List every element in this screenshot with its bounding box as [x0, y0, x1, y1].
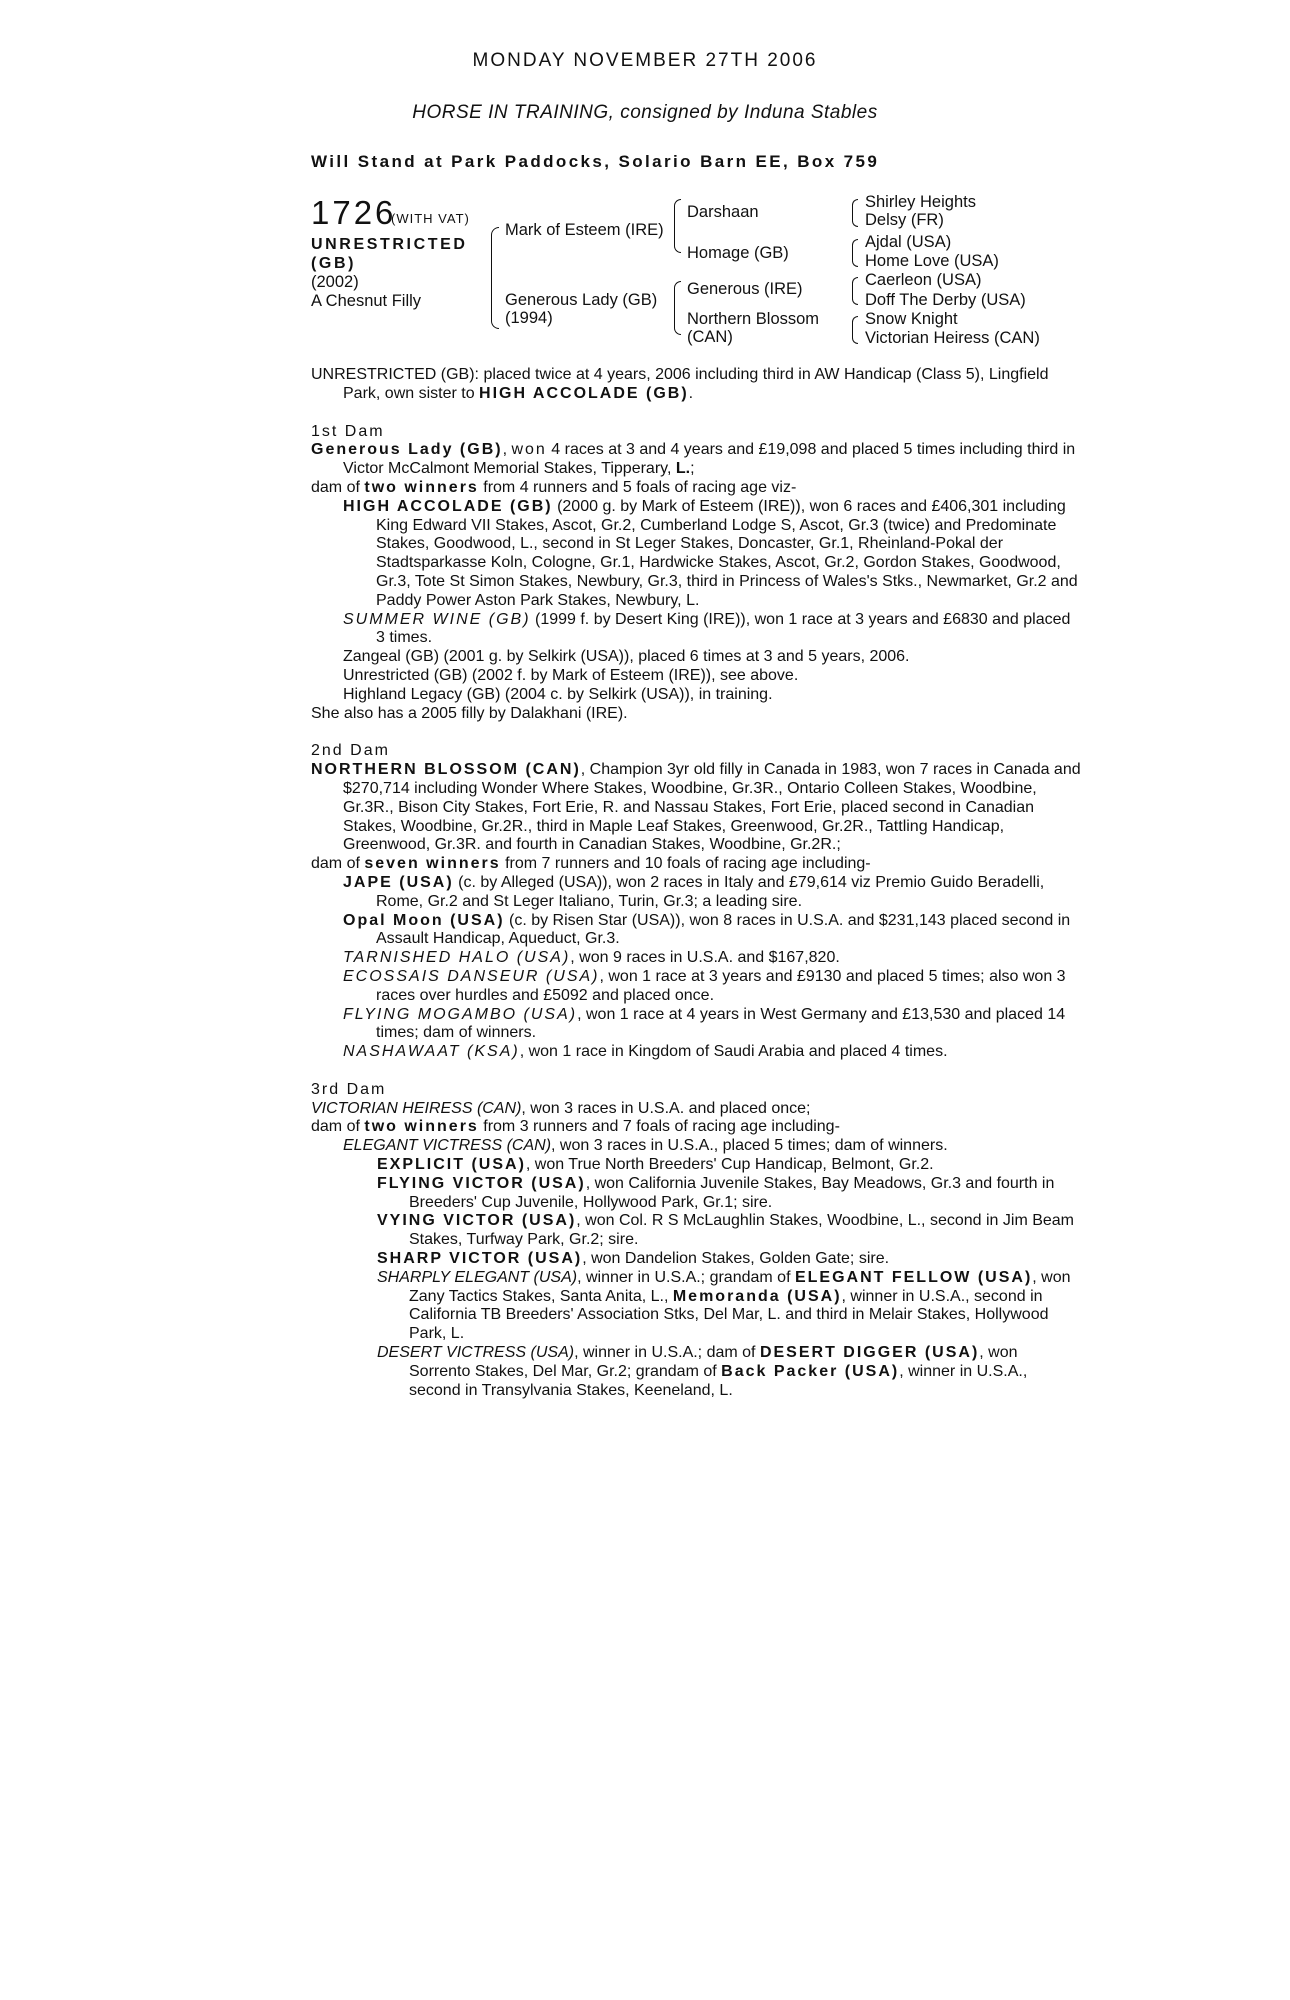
- great-grandparent: Shirley Heights: [865, 193, 976, 211]
- produce-pre: dam of: [311, 478, 365, 496]
- great-grandparent: Ajdal (USA): [865, 233, 952, 251]
- horse-name-country: (GB): [311, 255, 357, 272]
- first-dam-grade: L.: [675, 460, 691, 478]
- third-dam-name: VICTORIAN HEIRESS (CAN): [311, 1099, 522, 1117]
- great-grandparent: Doff The Derby (USA): [865, 291, 1026, 309]
- pedigree-bracket: [852, 199, 858, 227]
- produce-text: , winner in U.S.A., second in California TB Breeders' Association Stks, Del Mar, L. and third in Melair Stakes, Hollywood Park, L.: [409, 1287, 1049, 1343]
- third-dam-produce: [311, 1118, 1081, 1137]
- first-dam-text: 4 races at 3 and 4 years and £19,098 and placed 5 times including third in Victor McCalmont Memorial Stakes, Tipperary,: [343, 441, 1076, 478]
- produce-name: Opal Moon (USA): [343, 911, 505, 929]
- dam: Generous Lady (GB): [505, 291, 658, 309]
- sale-date: MONDAY NOVEMBER 27TH 2006: [472, 50, 818, 71]
- produce-text: , won Sorrento Stakes, Del Mar, Gr.2; grandam of: [409, 1344, 1018, 1380]
- great-grandparent: Home Love (USA): [865, 252, 999, 270]
- produce-entry: [311, 1043, 1081, 1062]
- second-dam-name: NORTHERN BLOSSOM (CAN): [311, 761, 581, 779]
- horse-description: A Chesnut Filly: [311, 292, 422, 310]
- produce-pre: dam of: [311, 1118, 365, 1136]
- grand-produce-entry: [311, 1344, 1081, 1400]
- produce-name: FLYING VICTOR (USA): [377, 1174, 586, 1192]
- produce-entry: [311, 1006, 1081, 1044]
- third-dam-text: , won 3 races in U.S.A. and placed once;: [521, 1099, 811, 1117]
- horse-year: (2002): [311, 273, 359, 291]
- great-grandparent: Caerleon (USA): [865, 271, 982, 289]
- lot-number: 1726: [311, 194, 397, 231]
- produce-name: JAPE (USA): [343, 873, 454, 891]
- produce-text: , winner in U.S.A., second in Transylvania Stakes, Keeneland, L.: [409, 1362, 1028, 1399]
- produce-note: She also has a 2005 filly by Dalakhani (IRE).: [311, 704, 628, 722]
- produce-name: EXPLICIT (USA): [377, 1156, 526, 1174]
- third-dam-record: [311, 1100, 1081, 1119]
- produce-name: ELEGANT FELLOW (USA): [794, 1268, 1033, 1286]
- produce-winners: seven winners: [364, 855, 501, 873]
- great-grandparent: Snow Knight: [865, 310, 958, 328]
- first-dam-heading: 1st Dam: [311, 422, 385, 440]
- produce-entry: Highland Legacy (GB) (2004 c. by Selkirk (USA)), in training.: [343, 685, 773, 703]
- produce-name: VYING VICTOR (USA): [377, 1212, 577, 1230]
- grand-produce-entry: [311, 1212, 1081, 1250]
- first-dam-record: Generous Lady (GB), won 4 races at 3 and 4 years and £19,098 and placed 5 times including third in Victor McCalmont Memorial Stakes, Tipperary, L.;: [311, 441, 1076, 478]
- produce-name: SHARP VICTOR (USA): [377, 1250, 583, 1268]
- consignment-line: HORSE IN TRAINING, consigned by Induna Stables: [412, 102, 878, 123]
- pedigree-bracket: [852, 239, 858, 267]
- produce-text: , won 9 races in U.S.A. and $167,820.: [570, 949, 840, 967]
- produce-name: DESERT DIGGER (USA): [759, 1344, 980, 1362]
- great-grandparent: Victorian Heiress (CAN): [865, 329, 1040, 347]
- produce-name: ELEGANT VICTRESS (CAN): [343, 1137, 552, 1155]
- produce-entry: Zangeal (GB) (2001 g. by Selkirk (USA)), placed 6 times at 3 and 5 years, 2006.: [343, 648, 910, 666]
- second-dam-produce: [311, 855, 1081, 874]
- dam-dam: Northern Blossom: [687, 310, 820, 328]
- pedigree-bracket: [852, 277, 858, 305]
- vat-note: (WITH VAT): [391, 211, 470, 226]
- produce-text: , won California Juvenile Stakes, Bay Meadows, Gr.3 and fourth in Breeders' Cup Juvenile, Hollywood Park, Gr.1; sire.: [409, 1174, 1055, 1211]
- first-dam-name: Generous Lady (GB): [311, 441, 503, 459]
- pedigree-bracket: [491, 227, 499, 329]
- produce-winners: two winners: [364, 478, 479, 496]
- produce-post: from 4 runners and 5 foals of racing age viz-: [478, 478, 797, 496]
- produce-text: , won 1 race at 4 years in West Germany and £13,530 and placed 14 times; dam of winners.: [376, 1005, 1066, 1042]
- first-dam-end: ;: [690, 460, 695, 478]
- produce-name: TARNISHED HALO (USA): [343, 949, 571, 967]
- produce-entry: [311, 949, 1081, 968]
- produce-text: (c. by Alleged (USA)), won 2 races in Italy and £79,614 viz Premio Guido Beradelli, Rome, Gr.2 and St Leger Italiano, Turin, Gr.3; a leading sire.: [376, 873, 1045, 910]
- pedigree-table: [311, 195, 1071, 355]
- produce-entry: [311, 498, 1081, 611]
- horse-name: UNRESTRICTED: [311, 236, 468, 253]
- sire-sire: Darshaan: [687, 203, 759, 221]
- first-dam-produce: [311, 479, 1081, 498]
- produce-name: HIGH ACCOLADE (GB): [343, 497, 553, 515]
- produce-text: , won 1 race at 3 years and £9130 and placed 5 times; also won 3 races over hurdles and £5092 and placed once.: [376, 967, 1066, 1004]
- produce-pre: dam of: [311, 855, 365, 873]
- produce-text: (c. by Risen Star (USA)), won 8 races in U.S.A. and $231,143 placed second in Assault Handicap, Aqueduct, Gr.3.: [376, 911, 1071, 948]
- produce-name: NASHAWAAT (KSA): [343, 1043, 520, 1061]
- produce-entry: [311, 874, 1081, 912]
- third-dam-heading: 3rd Dam: [311, 1080, 387, 1098]
- second-dam-heading: 2nd Dam: [311, 742, 390, 760]
- second-dam-text: Champion 3yr old filly in Canada in 1983, won 7 races in Canada and $270,714 including Wonder Where Stakes, Woodbine, Gr.3R., Ontario Colleen Stakes, Woodbine, Gr.3R., Bison City Stakes, Fort Erie, R. and Nassau Stakes, Fort Erie, placed second in Canadian Stakes, Woodbine, Gr.2R., third in Maple Leaf Stakes, Greenwood, Gr.2R., Tattling Handicap, Greenwood, Gr.3R. and fourth in Canadian Stakes, Woodbine, Gr.2R.;: [343, 761, 1081, 854]
- produce-text: , won True North Breeders' Cup Handicap, Belmont, Gr.2.: [525, 1156, 934, 1174]
- produce-text: , winner in U.S.A.; grandam of: [577, 1268, 795, 1286]
- dam-year: (1994): [505, 309, 553, 327]
- grand-produce-entry: [311, 1269, 1081, 1344]
- produce-name: ECOSSAIS DANSEUR (USA): [343, 967, 600, 985]
- produce-entry: [311, 611, 1081, 649]
- produce-post: from 7 runners and 10 foals of racing age including-: [500, 855, 871, 873]
- produce-entry: [311, 912, 1081, 950]
- produce-entry: Unrestricted (GB) (2002 f. by Mark of Esteem (IRE)), see above.: [343, 666, 799, 684]
- produce-post: from 3 runners and 7 foals of racing age including-: [478, 1118, 840, 1136]
- produce-winners: two winners: [364, 1118, 479, 1136]
- sire: Mark of Esteem (IRE): [505, 221, 664, 239]
- grand-produce-entry: [311, 1250, 1081, 1269]
- lot-summary: [311, 366, 1081, 404]
- produce-name: Memoranda (USA): [672, 1287, 842, 1305]
- summary-sister: HIGH ACCOLADE (GB): [479, 384, 689, 402]
- dam-dam-country: (CAN): [687, 328, 733, 346]
- produce-name: DESERT VICTRESS (USA): [377, 1344, 575, 1362]
- produce-text: (1999 f. by Desert King (IRE)), won 1 race at 3 years and £6830 and placed 3 times.: [376, 610, 1071, 647]
- stand-location: Will Stand at Park Paddocks, Solario Barn EE, Box 759: [311, 152, 880, 171]
- produce-text: , won 1 race in Kingdom of Saudi Arabia and placed 4 times.: [519, 1043, 948, 1061]
- produce-text: , winner in U.S.A.; dam of: [574, 1344, 760, 1362]
- produce-name: FLYING MOGAMBO (USA): [343, 1005, 578, 1023]
- sire-dam: Homage (GB): [687, 244, 789, 262]
- summary-text: UNRESTRICTED (GB): placed twice at 4 years, 2006 including third in AW Handicap (Class 5), Lingfield Park, own sister to: [311, 366, 1049, 402]
- dam-sire: Generous (IRE): [687, 280, 803, 298]
- produce-text: , won Dandelion Stakes, Golden Gate; sire.: [582, 1250, 890, 1268]
- produce-name: SHARPLY ELEGANT (USA): [377, 1268, 578, 1286]
- pedigree-bracket: [674, 199, 681, 253]
- produce-name: Back Packer (USA): [721, 1362, 900, 1380]
- produce-text: , won Zany Tactics Stakes, Santa Anita, L.,: [409, 1268, 1071, 1305]
- produce-text: , won Col. R S McLaughlin Stakes, Woodbine, L., second in Jim Beam Stakes, Turfway Park, Gr.2; sire.: [409, 1212, 1075, 1249]
- grand-produce-entry: [311, 1175, 1081, 1213]
- summary-end: .: [688, 384, 694, 402]
- produce-entry: [311, 968, 1081, 1006]
- produce-text: (2000 g. by Mark of Esteem (IRE)), won 6 races and £406,301 including King Edward VII Stakes, Ascot, Gr.2, Cumberland Lodge S, Ascot, Gr.3 (twice) and Predominate Stakes, Goodwood, L., second in St Leger Stakes, Doncaster, Gr.1, Rheinland-Pokal der Stadtsparkasse Koln, Cologne, Gr.1, Hardwicke Stakes, Ascot, Gr.2, Gordon Stakes, Goodwood, Gr.3, Tote St Simon Stakes, Newbury, Gr.3, third in Princess of Wales's Stks., Newmarket, Gr.2 and Paddy Power Aston Park Stakes, Newbury, L.: [376, 497, 1078, 609]
- second-dam-record: NORTHERN BLOSSOM (CAN), Champion 3yr old filly in Canada in 1983, won 7 races in Canada and $270,714 including Wonder Where Stakes, Woodbine, Gr.3R., Ontario Colleen Stakes, Woodbine, Gr.3R., Bison City Stakes, Fort Erie, R. and Nassau Stakes, Fort Erie, placed second in Canadian Stakes, Woodbine, Gr.2R., third in Maple Leaf Stakes, Greenwood, Gr.2R., Tattling Handicap, Greenwood, Gr.3R. and fourth in Canadian Stakes, Woodbine, Gr.2R.;: [311, 761, 1081, 854]
- pedigree-bracket: [852, 316, 858, 344]
- great-grandparent: Delsy (FR): [865, 211, 944, 229]
- catalogue-body: [311, 366, 1081, 1400]
- first-dam-won: won: [511, 441, 547, 459]
- produce-name: SUMMER WINE (GB): [343, 610, 531, 628]
- pedigree-bracket: [674, 281, 681, 335]
- grand-produce-entry: [311, 1156, 1081, 1175]
- produce-entry: [311, 1137, 1081, 1156]
- produce-text: , won 3 races in U.S.A., placed 5 times; dam of winners.: [551, 1137, 948, 1155]
